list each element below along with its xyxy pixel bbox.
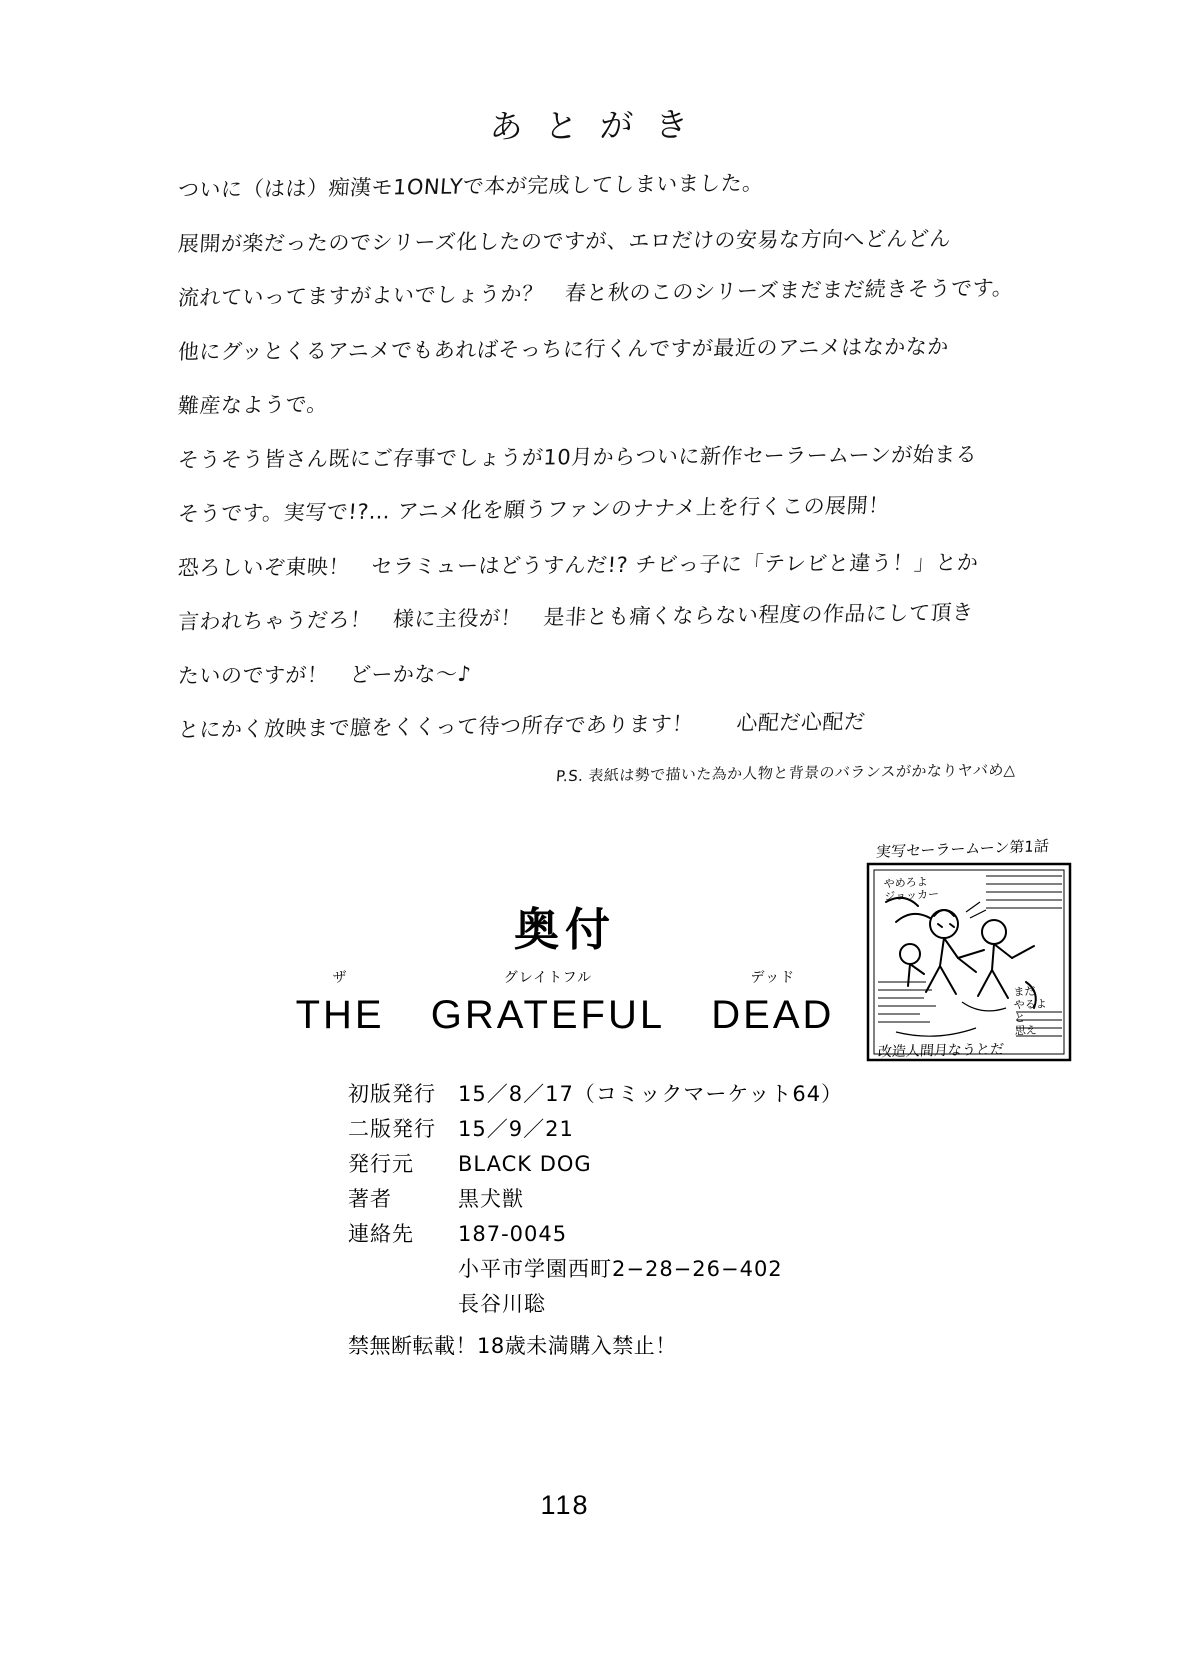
colophon-row [348, 1287, 843, 1322]
colophon-row [348, 1252, 843, 1287]
title-word-ruby: ザ [332, 970, 348, 986]
colophon-row-value: BLACK DOG [458, 1152, 592, 1176]
colophon-details [348, 1077, 843, 1322]
afterword-postscript: P.S. 表紙は勢で描いた為か人物と背景のバランスがかなりヤバめ△ [555, 760, 1017, 786]
afterword-title: あとがき [488, 104, 712, 147]
colophon-heading: 奥付 [513, 903, 616, 956]
afterword-body [178, 163, 1048, 757]
afterword-line: そうそう皆さん既にご存事でしょうが10月からついに新作セーラームーンが始まる [177, 442, 978, 473]
colophon-row [348, 1182, 843, 1217]
doodle-caption-bottom: 改造人間月なうとだ [877, 1041, 1005, 1061]
title-word-text: GRATEFUL [430, 993, 666, 1037]
colophon-row [348, 1077, 843, 1112]
afterword-line: ついに（はは）痴漢モ1ONLYで本が完成してしまいました。 [177, 170, 765, 203]
doodle-caption-inner-secondary: まだ やるよ と 思え [1013, 984, 1047, 1038]
title-word [295, 970, 385, 1038]
colophon-row-value: 15／8／17（コミックマーケット64） [458, 1082, 844, 1106]
title-word [430, 970, 666, 1038]
colophon-row-value: 15／9／21 [458, 1117, 574, 1141]
doodle-caption-inner: やめろよ ジョッカー [883, 875, 940, 904]
title-word-text: DEAD [711, 993, 835, 1037]
afterword-line: そうです。実写で!?… アニメ化を願うファンのナナメ上を行くこの展開！ [177, 493, 891, 527]
colophon-row-label: 初版発行 [348, 1082, 436, 1106]
afterword-line: 恐ろしいぞ東映！ セラミューはどうすんだ!? チビっ子に「テレビと違う！」とか [177, 550, 980, 581]
colophon-row [348, 1217, 843, 1252]
colophon-row-label: 発行元 [348, 1152, 414, 1176]
title-word-text: THE [295, 993, 385, 1037]
colophon-row-value: 187-0045 [458, 1222, 568, 1246]
doodle-caption-top: 実写セーラームーン第1話 [875, 836, 1050, 862]
work-title [0, 970, 1130, 1038]
title-word-ruby: グレイトフル [503, 970, 593, 986]
colophon-row-value: 小平市学園西町2−28−26−402 [458, 1257, 783, 1281]
colophon-row-value: 黒犬獣 [458, 1187, 524, 1211]
title-word-ruby: デッド [750, 970, 796, 986]
afterword-line: とにかく放映まで臆をくくって待つ所存であります！ 心配だ心配だ [177, 709, 867, 743]
afterword-line: 難産なようで。 [177, 392, 329, 419]
afterword-line: 流れていってますがよいでしょうか？ 春と秋のこのシリーズまだまだ続きそうです。 [177, 275, 1015, 311]
colophon-row [348, 1147, 843, 1182]
colophon-row [348, 1112, 843, 1147]
colophon-row-label: 二版発行 [348, 1117, 436, 1141]
colophon-row-label: 連絡先 [348, 1222, 414, 1246]
colophon-row-value: 長谷川聡 [458, 1292, 546, 1316]
afterword-line: たいのですが！ どーかな〜♪ [177, 661, 473, 689]
copyright-warning: 禁無断転載！18歳未満購入禁止！ [348, 1334, 677, 1358]
afterword-line: 他にグッとくるアニメでもあればそっちに行くんですが最近のアニメはなかなか [177, 334, 950, 365]
afterword-line: 展開が楽だったのでシリーズ化したのですが、エロだけの安易な方向へどんどん [177, 226, 952, 257]
page-number: 118 [540, 1490, 590, 1520]
afterword-line: 言われちゃうだろ！ 様に主役が！ 是非とも痛くならない程度の作品にして頂き [177, 600, 975, 635]
title-word [711, 970, 835, 1038]
colophon-row-label: 著者 [348, 1187, 392, 1211]
